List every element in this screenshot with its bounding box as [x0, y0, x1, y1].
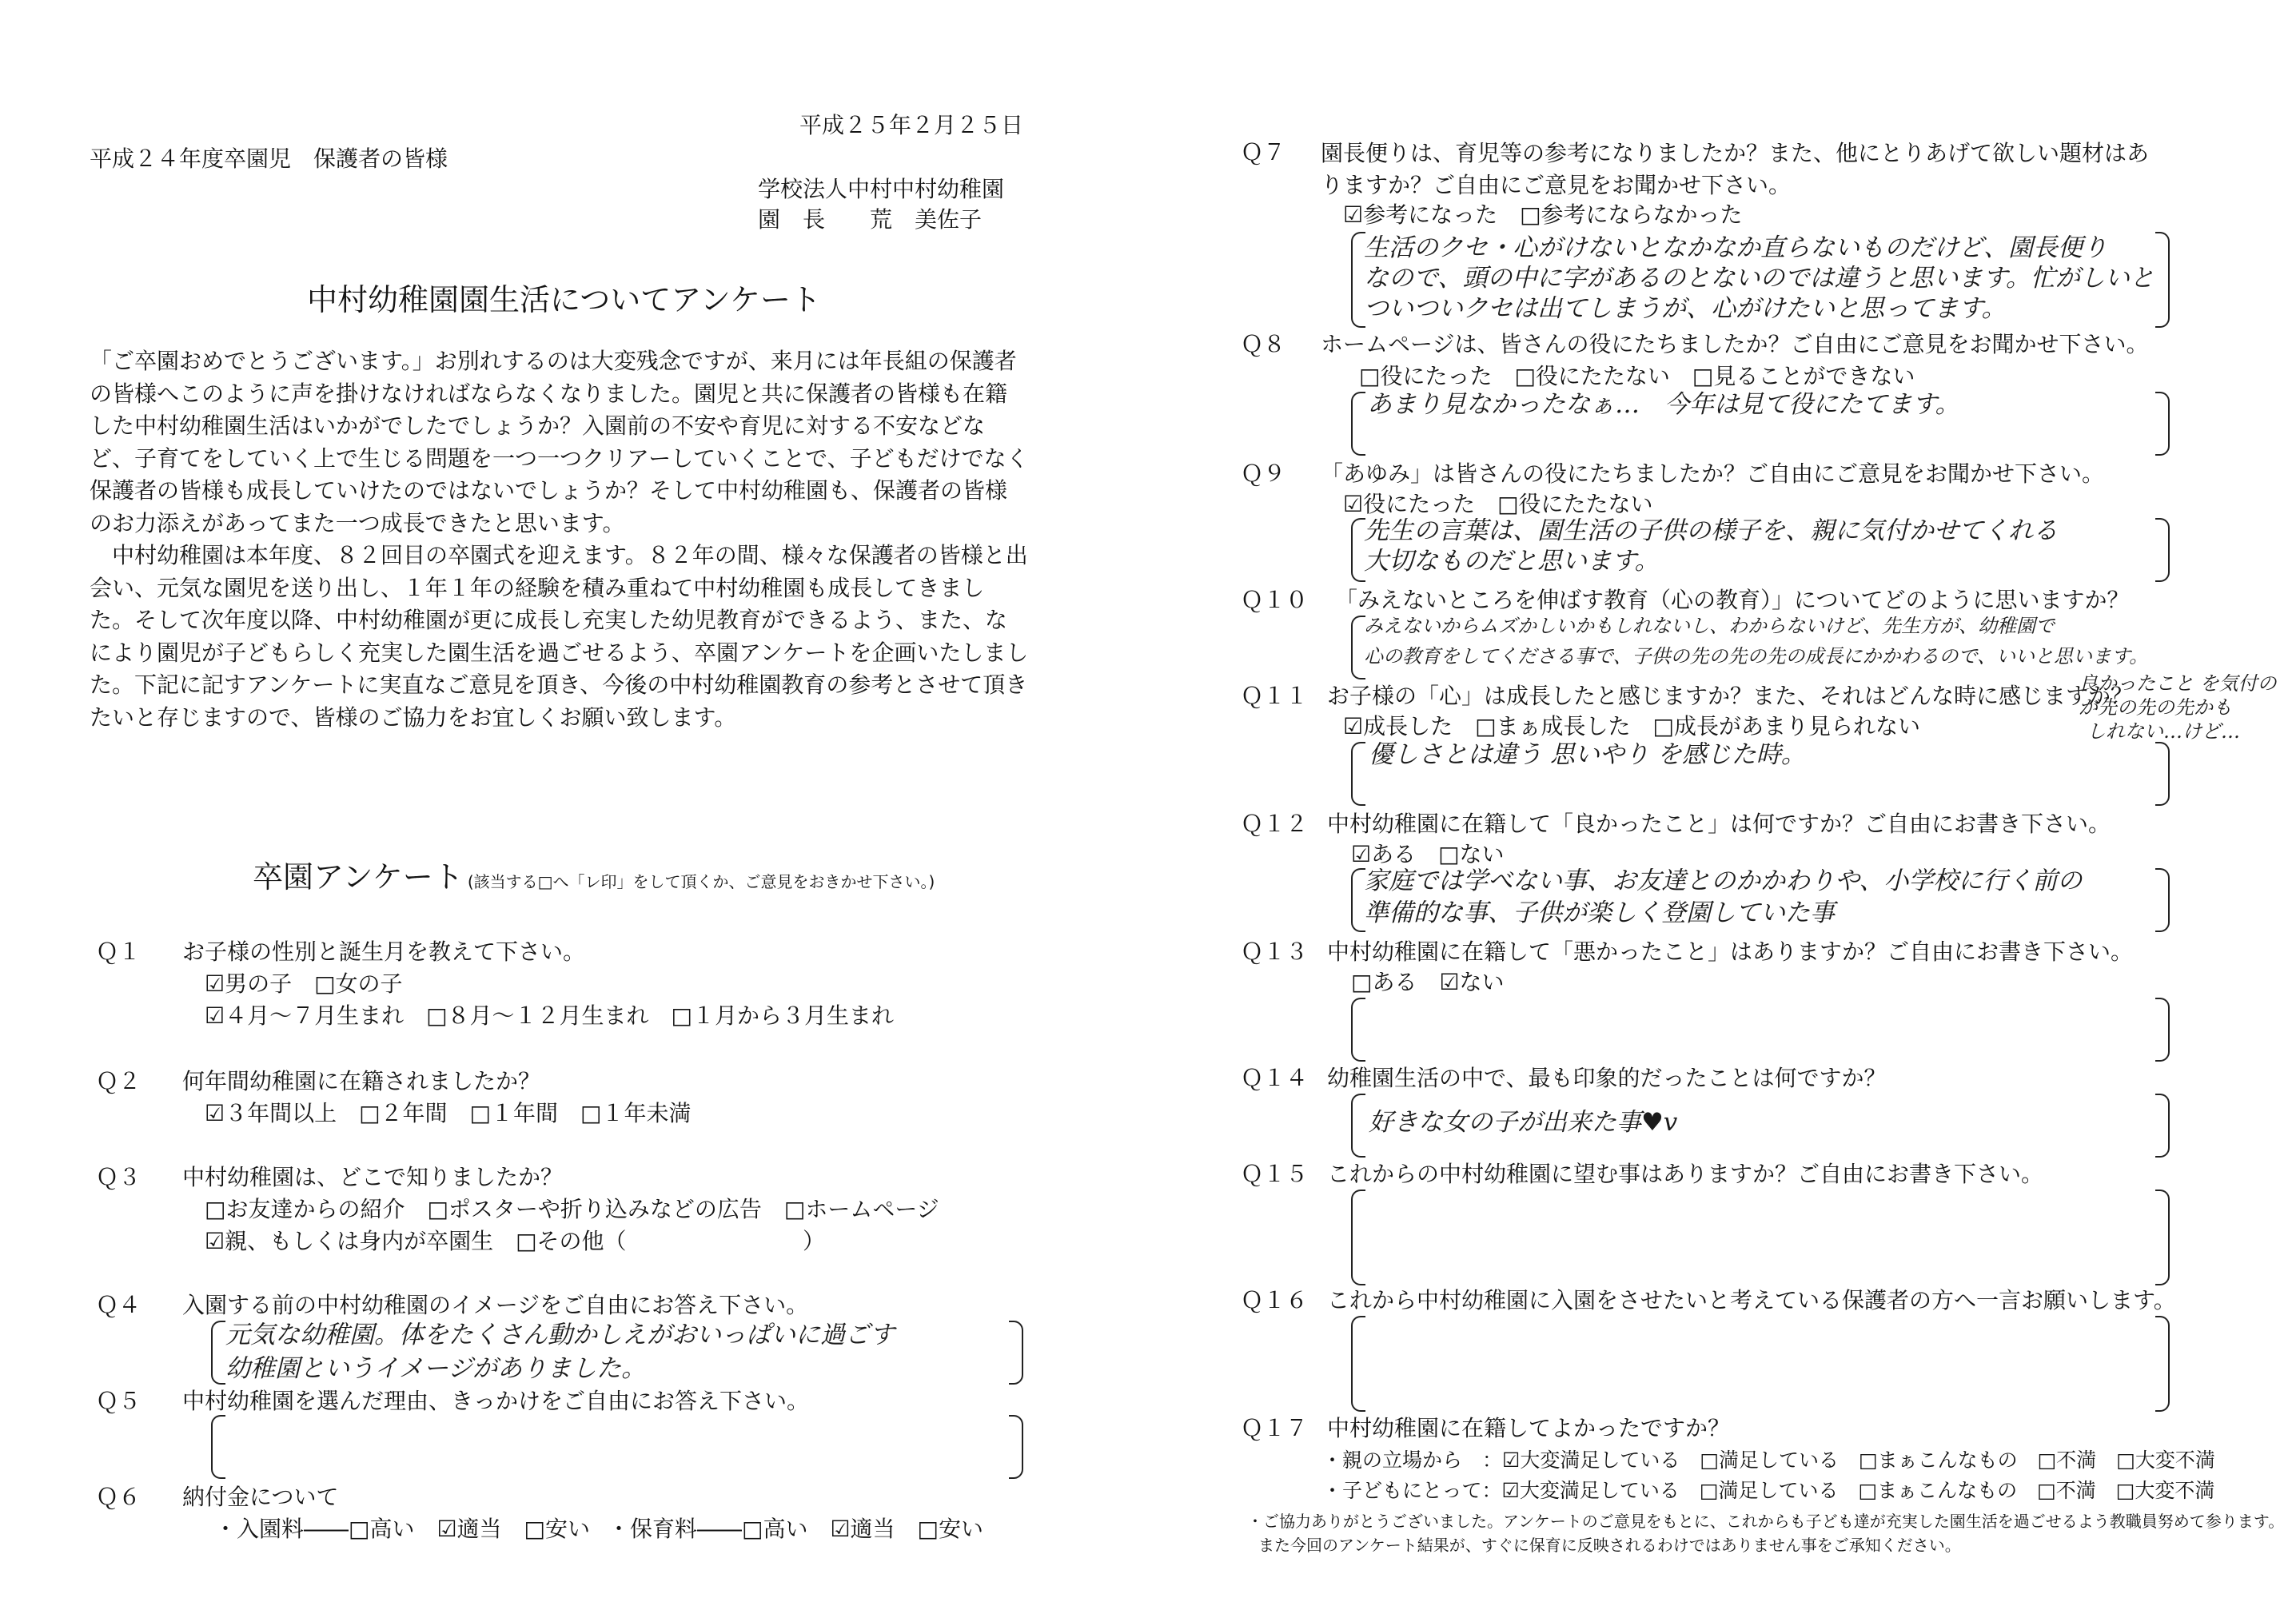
q4-answer-bracket-left	[211, 1321, 225, 1385]
intro-paragraph-1: 「ご卒園おめでとうございます。」お別れするのは大変残念ですが、来月には年長組の保護者の皆様へこのように声を掛けなければならなくなりました。園児と共に保護者の皆様も在籍した中村幼稚園生活はいかがでしたでしょうか？入園前の不安や育児に対する不安などなど、子育てをしていく上で生じる問題を一つ一つクリアーしていくことで、子どもだけでなく保護者の皆様も成長していけたのではないでしょうか？そして中村幼稚園も、保護者の皆様のお力添えがあってまた一つ成長できたと思います。	[90, 348, 1029, 536]
q16-answer-bracket-right[interactable]	[2155, 1316, 2170, 1412]
q4-answer-bracket-right	[1009, 1321, 1023, 1385]
q4-answer-line-1[interactable]: 元気な幼稚園。体をたくさん動かしえがおいっぱいに過ごす	[225, 1321, 895, 1349]
q5-answer-bracket-left[interactable]	[211, 1415, 225, 1479]
footer-line-2: また今回のアンケート結果が、すぐに保育に反映されるわけではありません事をご承知ください。	[1258, 1536, 1961, 1555]
q1-birth-month-options[interactable]: ☑４月～７月生まれ □８月～１２月生まれ □１月から３月生まれ	[205, 1002, 895, 1029]
q9-number: Ｑ９	[1241, 460, 1286, 487]
q14-number: Ｑ１４	[1241, 1065, 1309, 1091]
q16-answer-bracket-left[interactable]	[1351, 1316, 1365, 1412]
q7-number: Ｑ７	[1241, 139, 1286, 165]
q14-text: 幼稚園生活の中で、最も印象的だったことは何ですか？	[1327, 1065, 1887, 1091]
q1-text: お子様の性別と誕生月を教えて下さい。	[182, 939, 586, 965]
q6-tuition-options[interactable]: ・保育料――□高い ☑適当 □安い	[608, 1516, 984, 1542]
q1-gender-options[interactable]: ☑男の子 □女の子	[205, 970, 403, 997]
q11-answer-line-1[interactable]: 優しさとは違う 思いやり を感じた時。	[1369, 740, 1806, 769]
q10-text: 「みえないところを伸ばす教育（心の教育）」についてどのように思いますか？	[1335, 587, 2130, 613]
q14-answer-bracket-right	[2155, 1094, 2170, 1158]
q4-number: Ｑ４	[96, 1292, 142, 1318]
survey-heading: 卒園アンケート	[253, 859, 464, 895]
q17-child-options[interactable]: ・子どもにとって：☑大変満足している □満足している □まぁこんなもの □不満 □大変不満	[1322, 1479, 2215, 1502]
document-date: 平成２５年２月２５日	[799, 112, 1024, 138]
q16-number: Ｑ１６	[1241, 1287, 1309, 1313]
footer-line-1: ・ご協力ありがとうございました。アンケートのご意見をもとに、これからも子ども達が充実した園生活を過ごせるよう教職員努めて参ります。	[1247, 1512, 2285, 1531]
q6-text: 納付金について	[182, 1484, 339, 1510]
q16-text: これから中村幼稚園に入園をさせたいと考えている保護者の方へ一言お願いします。	[1327, 1287, 2176, 1313]
q8-answer-bracket-right	[2155, 392, 2170, 456]
q5-text: 中村幼稚園を選んだ理由、きっかけをご自由にお答え下さい。	[182, 1388, 810, 1414]
q13-text: 中村幼稚園に在籍して「悪かったこと」はありますか？ご自由にお書き下さい。	[1327, 939, 2134, 965]
q9-answer-line-1[interactable]: 先生の言葉は、園生活の子供の様子を、親に気付かせてくれる	[1364, 516, 2058, 545]
q5-number: Ｑ５	[96, 1388, 142, 1414]
q10-answer-line-1[interactable]: みえないからムズかしいかもしれないし、わからないけど、先生方が、幼稚園で	[1364, 615, 2055, 637]
q7-text: 園長便りは、育児等の参考になりましたか？また、他にとりあげて欲しい題材はありますか？ご自由にご意見をお聞かせ下さい。	[1321, 140, 2150, 198]
addressee: 平成２４年度卒園児 保護者の皆様	[90, 145, 448, 172]
q8-number: Ｑ８	[1241, 331, 1286, 357]
q11-number: Ｑ１１	[1241, 683, 1309, 709]
q15-text: これからの中村幼稚園に望む事はありますか？ご自由にお書き下さい。	[1327, 1161, 2044, 1187]
q17-number: Ｑ１７	[1241, 1415, 1309, 1441]
survey-instruction: (該当する□へ「レ印」をして頂くか、ご意見をおきかせ下さい。)	[467, 872, 935, 891]
q12-answer-bracket-right	[2155, 868, 2170, 932]
intro-text	[90, 345, 1029, 734]
q3-options-row-2[interactable]: ☑親、もしくは身内が卒園生 □その他（	[205, 1228, 627, 1254]
q8-answer-bracket-left	[1351, 392, 1365, 456]
q10-side-note-1[interactable]: 良かったこと を気付の	[2079, 672, 2277, 695]
q10-side-note-3[interactable]: しれない…けど…	[2087, 720, 2240, 743]
q14-answer-line-1[interactable]: 好きな女の子が出来た事♥v	[1369, 1108, 1678, 1137]
q12-answer-line-1[interactable]: 家庭では学べない事、お友達とのかかわりや、小学校に行く前の	[1364, 867, 2083, 895]
q3-number: Ｑ３	[96, 1164, 142, 1190]
q7-options[interactable]: ☑参考になった □参考にならなかった	[1343, 201, 1743, 228]
q13-answer-bracket-left[interactable]	[1351, 998, 1365, 1062]
q7-answer-line-3[interactable]: ついついクセは出てしまうが、心がけたいと思ってます。	[1364, 294, 2007, 323]
organization-name: 学校法人中村中村幼稚園	[758, 176, 1005, 202]
q8-options[interactable]: □役にたった □役にたたない □見ることができない	[1359, 363, 1915, 389]
q4-answer-line-2[interactable]: 幼稚園というイメージがありました。	[225, 1354, 647, 1383]
page-title: 中村幼稚園園生活についてアンケート	[307, 282, 821, 317]
intro-paragraph-2: 中村幼稚園は本年度、８２回目の卒園式を迎えます。８２年の間、様々な保護者の皆様と出会い、元気な園児を送り出し、１年１年の経験を積み重ねて中村幼稚園も成長してきました。そして次年度以降、中村幼稚園が更に成長し充実した幼児教育ができるよう、また、なにより園児が子どもらしく充実した園生活を過ごせるよう、卒園アンケートを企画いたしました。下記に記すアンケートに実直なご意見を頂き、今後の中村幼稚園教育の参考とさせて頂きたいと存じますので、皆様のご協力をお宜しくお願い致します。	[90, 542, 1029, 731]
principal-name: 園 長 荒 美佐子	[758, 206, 983, 233]
q3-options-row-1[interactable]: □お友達からの紹介 □ポスターや折り込みなどの広告 □ホームページ	[205, 1196, 939, 1222]
q7-answer-line-1[interactable]: 生活のクセ・心がけないとなかなか直らないものだけど、園長便り	[1364, 233, 2107, 262]
q6-entrance-fee-options[interactable]: ・入園料――□高い ☑適当 □安い	[214, 1516, 591, 1542]
q13-options[interactable]: □ある ☑ない	[1351, 969, 1505, 995]
q17-text: 中村幼稚園に在籍してよかったですか？	[1327, 1415, 1731, 1441]
q2-text: 何年間幼稚園に在籍されましたか？	[182, 1068, 541, 1094]
q7-answer-bracket-right	[2155, 232, 2170, 328]
q4-text: 入園する前の中村幼稚園のイメージをご自由にお答え下さい。	[182, 1292, 809, 1318]
q15-answer-bracket-left[interactable]	[1351, 1190, 1365, 1285]
q10-answer-line-2[interactable]: 心の教育をしてくださる事で、子供の先の先の先の成長にかかわるので、いいと思います。	[1364, 645, 2149, 668]
q2-number: Ｑ２	[96, 1068, 142, 1094]
q17-parent-options[interactable]: ・親の立場から ：☑大変満足している □満足している □まぁこんなもの □不満 □大変不満	[1322, 1449, 2215, 1472]
q12-answer-line-2[interactable]: 準備的な事、子供が楽しく登園していた事	[1364, 899, 1835, 927]
q5-answer-bracket-right[interactable]	[1009, 1415, 1023, 1479]
q12-text: 中村幼稚園に在籍して「良かったこと」は何ですか？ご自由にお書き下さい。	[1327, 811, 2111, 837]
q10-side-note-2[interactable]: が先の先の先かも	[2079, 696, 2232, 719]
survey-heading-row	[253, 857, 935, 897]
q9-answer-line-2[interactable]: 大切なものだと思います。	[1364, 547, 1660, 576]
q11-options[interactable]: ☑成長した □まぁ成長した □成長があまり見られない	[1343, 713, 1921, 739]
q8-answer-line-1[interactable]: あまり見なかったなぁ… 今年は見て役にたてます。	[1367, 390, 1960, 419]
q12-options[interactable]: ☑ある □ない	[1351, 841, 1505, 867]
q2-options[interactable]: ☑３年間以上 □２年間 □１年間 □１年未満	[205, 1100, 692, 1126]
q3-other-close: ）	[803, 1228, 826, 1254]
q13-answer-bracket-right[interactable]	[2155, 998, 2170, 1062]
q3-text: 中村幼稚園は、どこで知りましたか？	[182, 1164, 564, 1190]
q10-number: Ｑ１０	[1241, 587, 1309, 613]
q11-answer-bracket-right	[2155, 742, 2170, 806]
q13-number: Ｑ１３	[1241, 939, 1309, 965]
q9-options[interactable]: ☑役にたった □役にたたない	[1343, 491, 1653, 517]
q11-text: お子様の「心」は成長したと感じますか？また、それはどんな時に感じますか？	[1327, 683, 2134, 709]
q8-text: ホームページは、皆さんの役にたちましたか？ご自由にご意見をお聞かせ下さい。	[1321, 331, 2149, 357]
q12-number: Ｑ１２	[1241, 811, 1309, 837]
q15-answer-bracket-right[interactable]	[2155, 1190, 2170, 1285]
q9-answer-bracket-right	[2155, 518, 2170, 582]
q1-number: Ｑ１	[96, 939, 142, 965]
q15-number: Ｑ１５	[1241, 1161, 1309, 1187]
q9-text: 「あゆみ」は皆さんの役にたちましたか？ご自由にご意見をお聞かせ下さい。	[1321, 460, 2105, 487]
q6-number: Ｑ６	[96, 1484, 142, 1510]
q7-answer-line-2[interactable]: なので、頭の中に字があるのとないのでは違うと思います。忙がしいと	[1364, 264, 2154, 293]
q14-answer-bracket-left	[1351, 1094, 1365, 1158]
q11-answer-bracket-left	[1351, 742, 1365, 806]
